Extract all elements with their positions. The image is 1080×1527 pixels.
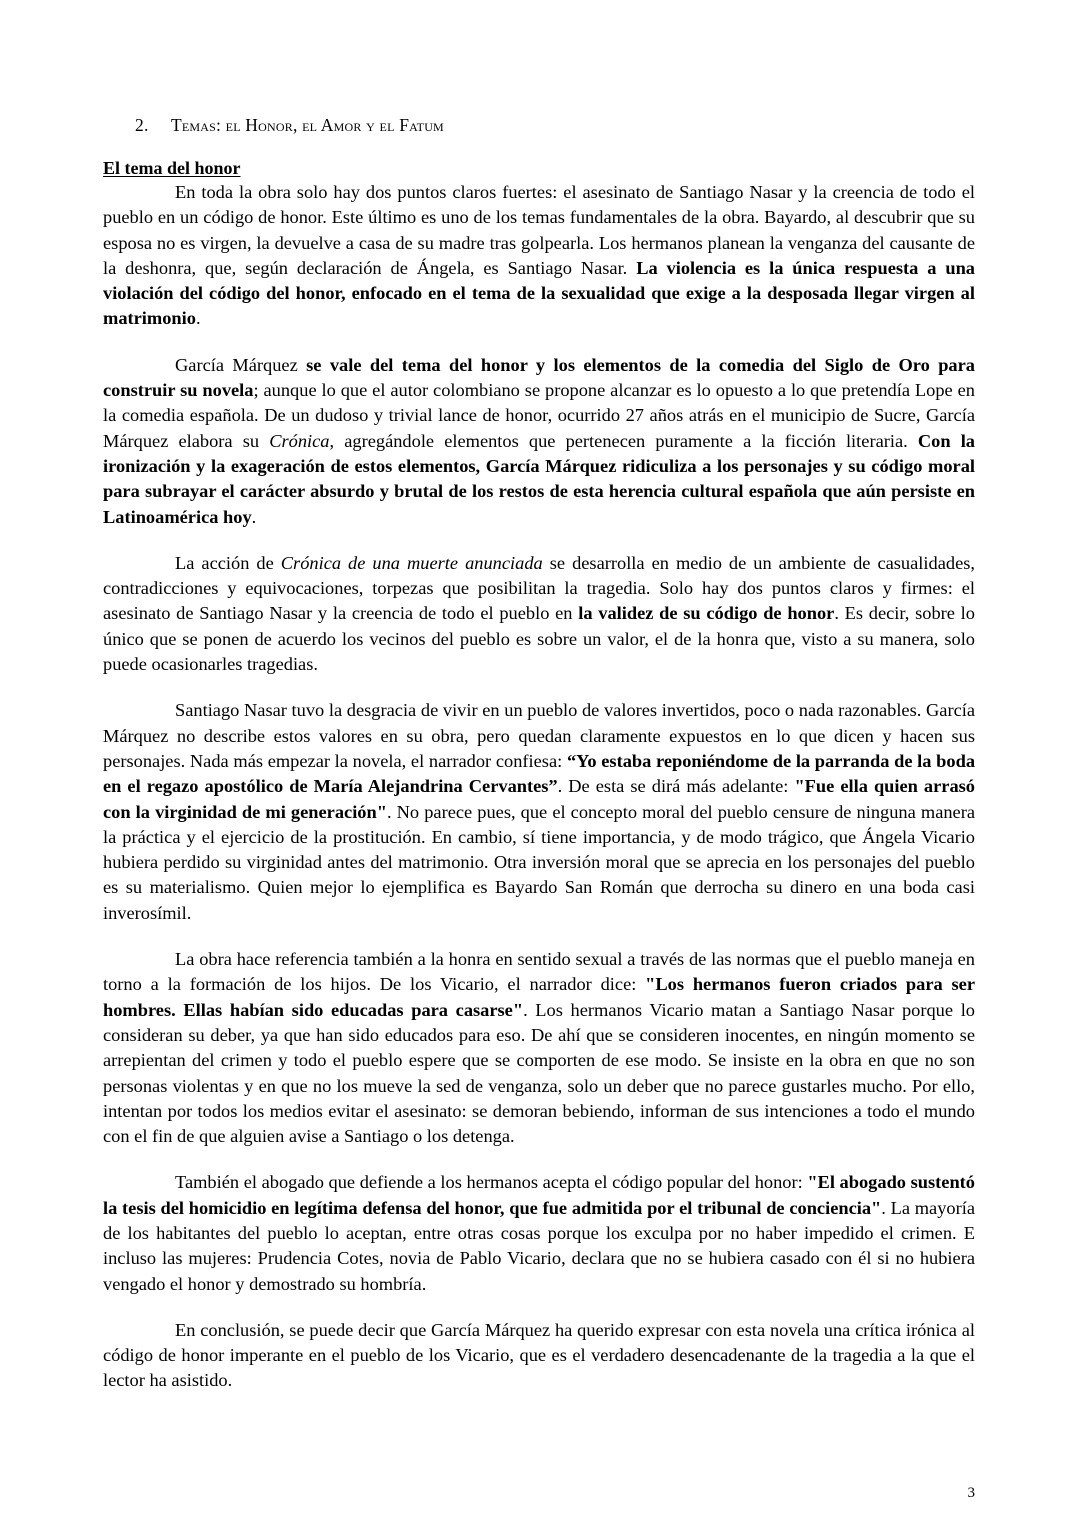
bold-emphasis: "Los hermanos fueron criados para ser hombres. Ellas habían sido educadas para casarse" [103, 974, 975, 1020]
page-content [103, 112, 975, 1394]
text-run: . No parece pues, que el concepto moral del pueblo censure de ninguna manera la práctica y el ejercicio de la prostitución. En cambio, sí tiene importancia, y de modo trágico, que Ángela Vicario hubiera perdido su virginidad antes del matrimonio. Otra inversión moral que se aprecia en los personajes del pueblo es su materialismo. Quien mejor lo ejemplifica es Bayardo San Román que derrocha su dinero en una boda casi inverosímil. [103, 801, 975, 923]
bold-emphasis: "El abogado sustentó la tesis del homicidio en legítima defensa del honor, que fue admitida por el tribunal de conciencia" [103, 1172, 975, 1218]
text-run: En toda la obra solo hay dos puntos claros fuertes: el asesinato de Santiago Nasar y la creencia de todo el pueblo en un código de honor. Este último es uno de los temas fundamentales de la obra. Bayardo, al descubrir que su esposa no es virgen, la devuelve a casa de su madre tras golpearla. Los hermanos planean la venganza del causante de la deshonra, que, según declaración de Ángela, es Santiago Nasar. [103, 182, 975, 278]
text-run: En conclusión, se puede decir que García Márquez ha querido expresar con esta novela una crítica irónica al código de honor imperante en el pueblo de los Vicario, que es el verdadero desencadenante de la tragedia a la que el lector ha asistido. [103, 1319, 975, 1391]
bold-emphasis: Con la ironización y la exageración de estos elementos, García Márquez ridiculiza a los personajes y su código moral para subrayar el carácter absurdo y brutal de los restos de esta herencia cultural española que aún persiste en Latinoamérica hoy [103, 430, 975, 527]
text-run: La obra hace referencia también a la honra en sentido sexual a través de las normas que el pueblo maneja en torno a la formación de los hijos. De los Vicario, el narrador dice: [103, 949, 975, 995]
text-run: García Márquez [175, 354, 307, 375]
text-run: Santiago Nasar tuvo la desgracia de vivir en un pueblo de valores invertidos, poco o nada razonables. García Márquez no describe estos valores en su obra, pero quedan claramente expuestos en lo que dicen y hacen sus personajes. Nada más empezar la novela, el narrador confiesa: [103, 700, 975, 771]
text-run: . Los hermanos Vicario matan a Santiago Nasar porque lo consideran su deber, ya que han sido educados para eso. De ahí que se consideren inocentes, en ningún momento se arrepientan del crimen y todo el pueblo espere que se comporten de ese modo. Se insiste en la obra en que no son personas violentas y en que no los mueve la sed de venganza, solo un deber que no parece gustarles mucho. Por ello, intentan por todos los medios evitar el asesinato: se demoran bebiendo, informan de sus intenciones a todo el mundo con el fin de que alguien avise a Santiago o los detenga. [103, 999, 975, 1147]
bold-emphasis: la validez de su código de honor [578, 603, 835, 624]
text-run: . [195, 308, 201, 329]
paragraph-p1 [103, 180, 975, 332]
italic-title: Crónica de una muerte anunciada [280, 552, 543, 573]
text-run: . Es decir, sobre lo único que se ponen de acuerdo los vecinos del pueblo es sobre un valor, el de la honra que, visto a su manera, solo puede ocasionarles tragedias. [103, 603, 975, 675]
text-run: , agregándole elementos que pertenecen puramente a la ficción literaria. [329, 430, 918, 451]
paragraph-p2 [103, 353, 975, 530]
section-number: 2. [135, 115, 149, 135]
text-run: También el abogado que defiende a los hermanos acepta el código popular del honor: [175, 1172, 808, 1193]
italic-title: Crónica [269, 430, 330, 451]
bold-emphasis: “Yo estaba reponiéndome de la parranda de la boda en el regazo apostólico de María Alejandrina Cervantes” [103, 750, 976, 797]
paragraph-p3 [103, 551, 975, 677]
page-number: 3 [967, 1485, 975, 1501]
bold-emphasis: se vale del tema del honor y los elementos de la comedia del Siglo de Oro para construir su novela [103, 354, 975, 401]
section-heading [103, 112, 975, 138]
text-run: . [251, 506, 257, 527]
paragraph-p5 [103, 947, 975, 1149]
text-run: ; aunque lo que el autor colombiano se propone alcanzar es lo opuesto a lo que pretendía Lope en la comedia española. De un dudoso y trivial lance de honor, ocurrido 27 años atrás en el municipio de Sucre, García Márquez elabora su [103, 380, 975, 451]
paragraph-p6 [103, 1170, 975, 1296]
text-run: La acción de [175, 552, 281, 573]
text-run: se desarrolla en medio de un ambiente de casualidades, contradicciones y equivocaciones, torpezas que posibilitan la tragedia. Solo hay dos puntos claros y firmes: el asesinato de Santiago Nasar y la creencia de todo el pueblo en [103, 552, 975, 624]
text-run: . De esta se dirá más adelante: [557, 776, 795, 797]
subheading-el-tema-del-honor: El tema del honor [103, 158, 241, 178]
bold-emphasis: La violencia es la única respuesta a una violación del código del honor, enfocado en el tema de la sexualidad que exige a la desposada llegar virgen al matrimonio [103, 257, 975, 329]
section-title: Temas: el Honor, el Amor y el Fatum [171, 115, 444, 135]
paragraph-p7 [103, 1318, 975, 1394]
paragraph-p4 [103, 698, 975, 926]
text-run: . La mayoría de los habitantes del pueblo lo aceptan, entre otras cosas porque los exculpa por no haber impedido el crimen. E incluso las mujeres: Prudencia Cotes, novia de Pablo Vicario, declara que no se hubiera casado con él si no hubiera vengado el honor y demostrado su hombría. [103, 1197, 975, 1294]
bold-emphasis: "Fue ella quien arrasó con la virginidad de mi generación" [103, 776, 976, 822]
paragraph-list [103, 180, 975, 1394]
